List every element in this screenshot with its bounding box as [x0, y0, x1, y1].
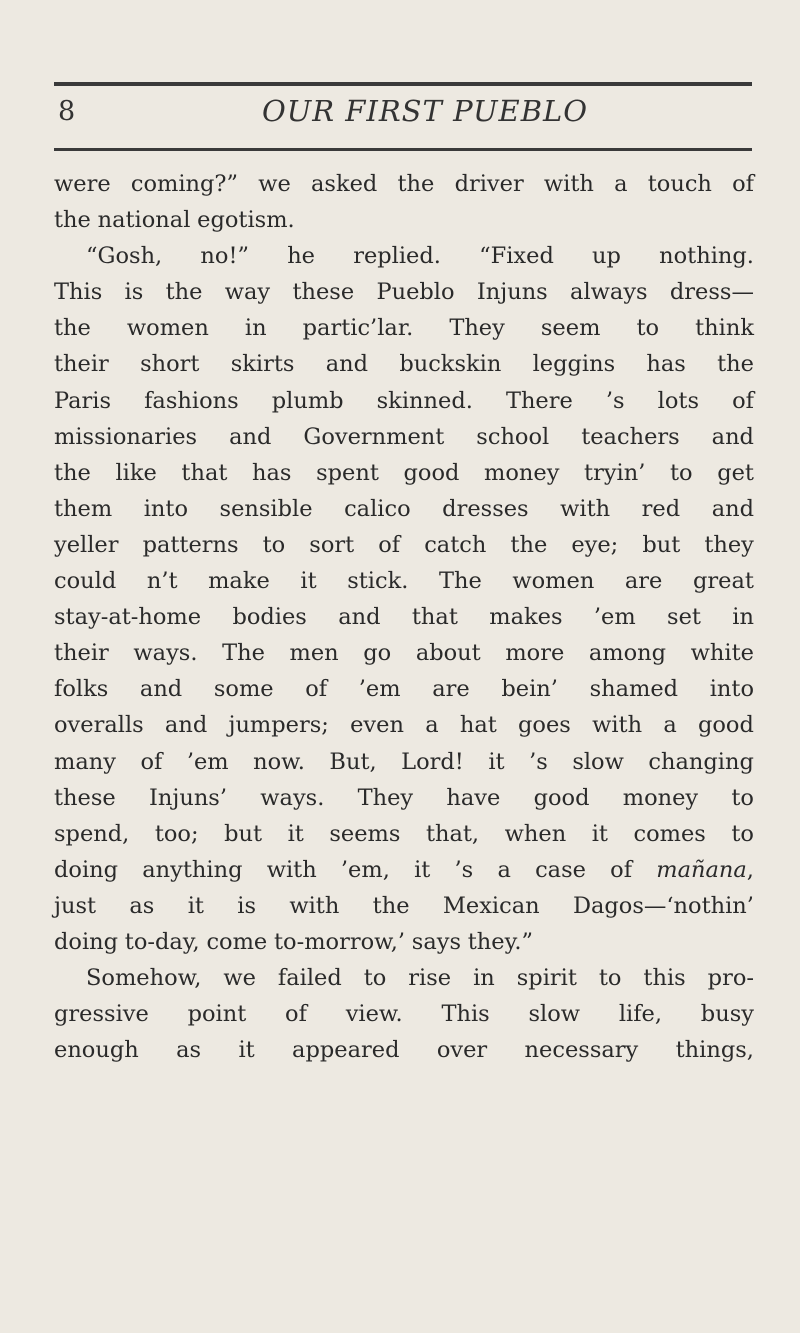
word: of	[378, 531, 401, 558]
word: and	[711, 423, 754, 450]
word: and	[325, 351, 369, 378]
word: it	[238, 1037, 255, 1064]
word: failed	[277, 965, 342, 992]
word: the	[165, 279, 203, 306]
word: missionaries	[54, 423, 198, 450]
word: too;	[154, 820, 199, 847]
word: he	[287, 243, 315, 270]
word: the	[54, 315, 91, 342]
word: Injuns	[476, 279, 548, 306]
text-line	[54, 707, 754, 743]
word: nothing.	[659, 243, 754, 270]
word: They	[449, 315, 505, 342]
word: “Gosh,	[86, 243, 163, 270]
word: they.”	[467, 928, 533, 955]
word: sensible	[219, 495, 313, 522]
word: pro-	[707, 965, 754, 992]
word: “Fixed	[479, 243, 554, 270]
word: dresses	[442, 495, 529, 522]
word: to	[262, 531, 286, 558]
word: Injuns’	[148, 784, 228, 811]
word: the	[372, 892, 410, 919]
word: over	[436, 1037, 488, 1064]
word: slow	[528, 1001, 581, 1028]
word: are	[624, 568, 663, 595]
word: with	[592, 712, 643, 739]
word: rise	[408, 965, 452, 992]
word: changing	[648, 748, 754, 775]
word: overalls	[54, 712, 144, 739]
word: hat	[459, 712, 497, 739]
word: comes	[633, 820, 706, 847]
word: ’s	[605, 387, 625, 414]
word: a	[425, 712, 439, 739]
word: the	[397, 171, 435, 197]
word: doing	[54, 856, 119, 883]
word: is	[124, 279, 144, 306]
word: to	[598, 965, 622, 992]
text-line	[54, 238, 754, 274]
word: patterns	[142, 531, 239, 558]
word: replied.	[353, 243, 441, 270]
word: of	[732, 171, 754, 197]
word: coming?”	[130, 171, 238, 197]
word: a	[663, 712, 677, 739]
word: says	[411, 928, 461, 955]
word: it	[591, 820, 608, 847]
word: to-morrow,’	[274, 928, 406, 955]
running-title: OUR FIRST PUEBLO	[262, 94, 589, 128]
word: has	[252, 459, 292, 486]
word: Lord!	[401, 748, 464, 775]
text-line	[54, 310, 754, 346]
word: with	[289, 892, 340, 919]
word: of	[732, 387, 754, 414]
word: school	[476, 423, 550, 450]
word: ways.	[260, 784, 325, 811]
word: up	[592, 243, 621, 270]
word: way	[224, 279, 271, 306]
word: of	[140, 748, 163, 775]
word: good	[533, 784, 590, 811]
text-line	[54, 816, 754, 852]
word: life,	[618, 1001, 663, 1028]
word: ’em,	[340, 856, 390, 883]
word: with	[266, 856, 317, 883]
word: shamed	[589, 676, 679, 703]
word: among	[588, 640, 667, 667]
word: red	[641, 495, 681, 522]
word: with	[543, 171, 594, 197]
word: driver	[454, 171, 524, 197]
word: it	[414, 856, 431, 883]
word: ’s	[529, 748, 548, 775]
text-line	[54, 563, 754, 599]
word: always	[570, 279, 648, 306]
word: their	[54, 351, 109, 378]
text-line	[54, 744, 754, 780]
word: of	[285, 1001, 307, 1028]
word: jumpers;	[228, 712, 329, 739]
word: This	[441, 1001, 490, 1028]
text-line	[54, 888, 754, 924]
word: ways.	[133, 640, 198, 667]
text-line	[54, 491, 754, 527]
word: dress—	[669, 279, 754, 306]
word: to	[670, 459, 693, 486]
word: are	[432, 676, 470, 703]
word: and	[338, 604, 381, 631]
word: we	[223, 965, 256, 992]
word: Government	[303, 423, 445, 450]
word: get	[717, 459, 754, 486]
word: spend,	[54, 820, 130, 847]
word: Paris	[54, 387, 112, 414]
text-line	[54, 671, 754, 707]
word: The	[438, 568, 482, 595]
word: in	[244, 315, 267, 342]
word: money	[622, 784, 699, 811]
word: stay-at-home	[54, 604, 202, 631]
word: catch	[424, 531, 487, 558]
word: stick.	[347, 568, 409, 595]
word: just	[54, 892, 97, 919]
word: the	[54, 207, 91, 234]
word: folks	[54, 676, 109, 703]
text-line	[54, 852, 754, 888]
word: tryin’	[584, 459, 646, 486]
word: good	[697, 712, 754, 739]
body-text	[54, 166, 754, 1068]
word: no!”	[200, 243, 249, 270]
word: in	[473, 965, 495, 992]
text-line	[54, 924, 754, 960]
word: women	[126, 315, 209, 342]
word: ’em	[358, 676, 401, 703]
word: makes	[489, 604, 563, 631]
text-line	[54, 455, 754, 491]
word: Pueblo	[376, 279, 455, 306]
word: go	[363, 640, 392, 667]
word: in	[732, 604, 754, 631]
word: calico	[344, 495, 411, 522]
word: seem	[540, 315, 601, 342]
word: to	[731, 784, 754, 811]
word: There	[505, 387, 573, 414]
word: that	[181, 459, 228, 486]
word: a	[614, 171, 628, 197]
word: ’em	[593, 604, 636, 631]
word: But,	[329, 748, 377, 775]
word: They	[357, 784, 414, 811]
word: but	[642, 531, 681, 558]
text-line	[54, 166, 754, 202]
word: that	[411, 604, 458, 631]
word: into	[709, 676, 754, 703]
word: that,	[425, 820, 480, 847]
word: Mexican	[442, 892, 540, 919]
word: to	[636, 315, 660, 342]
word: partic’lar.	[302, 315, 414, 342]
word: teachers	[581, 423, 680, 450]
word: bodies	[232, 604, 307, 631]
text-line	[54, 274, 754, 310]
word: more	[505, 640, 565, 667]
word: doing	[54, 928, 119, 955]
word: of	[610, 856, 633, 883]
word: mañana,	[656, 856, 754, 883]
text-line	[54, 419, 754, 455]
text-line	[54, 383, 754, 419]
word: good	[403, 459, 460, 486]
word: goes	[518, 712, 571, 739]
word: have	[446, 784, 501, 811]
word: now.	[253, 748, 305, 775]
word: slow	[572, 748, 624, 775]
word: fashions	[144, 387, 239, 414]
text-line	[54, 1032, 754, 1068]
word: sort	[309, 531, 355, 558]
text-line	[54, 527, 754, 563]
word: like	[115, 459, 157, 486]
word: about	[415, 640, 481, 667]
word: make	[208, 568, 270, 595]
text-line	[54, 635, 754, 671]
word: has	[646, 351, 686, 378]
word: yeller	[54, 531, 119, 558]
word: they	[704, 531, 754, 558]
word: these	[54, 784, 116, 811]
word: and	[139, 676, 183, 703]
word: bein’	[501, 676, 558, 703]
word: could	[54, 568, 117, 595]
word: even	[350, 712, 404, 739]
word: skirts	[230, 351, 295, 378]
word: come	[206, 928, 268, 955]
word: things,	[675, 1037, 754, 1064]
word: skinned.	[376, 387, 473, 414]
word: leggins	[532, 351, 616, 378]
word: these	[292, 279, 355, 306]
word: Somehow,	[86, 965, 202, 992]
word: many	[54, 748, 116, 775]
word: their	[54, 640, 109, 667]
word: egotism.	[197, 207, 295, 234]
text-line	[54, 599, 754, 635]
page-number: 8	[58, 96, 76, 127]
word: n’t	[146, 568, 178, 595]
word: them	[54, 495, 113, 522]
word: national	[97, 207, 191, 234]
word: Dagos—‘nothin’	[572, 892, 754, 919]
word: of	[305, 676, 328, 703]
word: it	[300, 568, 317, 595]
word: were	[54, 171, 111, 197]
word: spirit	[516, 965, 577, 992]
word: lots	[657, 387, 699, 414]
word: women	[512, 568, 595, 595]
word: it	[488, 748, 505, 775]
word: touch	[647, 171, 712, 197]
text-line	[54, 202, 754, 238]
word: The	[222, 640, 265, 667]
word: case	[535, 856, 586, 883]
text-line	[54, 996, 754, 1032]
word: but	[224, 820, 263, 847]
word: buckskin	[399, 351, 502, 378]
word: point	[187, 1001, 247, 1028]
text-line	[54, 346, 754, 382]
word: spent	[316, 459, 379, 486]
word: is	[237, 892, 257, 919]
word: and	[229, 423, 272, 450]
word: to-day,	[124, 928, 200, 955]
word: the	[54, 459, 91, 486]
word: seems	[329, 820, 401, 847]
word: when	[504, 820, 567, 847]
word: to	[363, 965, 387, 992]
word: busy	[700, 1001, 754, 1028]
word: necessary	[524, 1037, 639, 1064]
word: to	[731, 820, 754, 847]
word: short	[140, 351, 200, 378]
header-top-rule	[54, 82, 752, 86]
word: as	[176, 1037, 202, 1064]
word: and	[711, 495, 754, 522]
header-bottom-rule	[54, 148, 752, 151]
word: a	[497, 856, 511, 883]
word: white	[690, 640, 754, 667]
word: think	[695, 315, 754, 342]
word: it	[187, 892, 204, 919]
word: money	[484, 459, 560, 486]
word: asked	[310, 171, 378, 197]
word: into	[143, 495, 188, 522]
word: it	[287, 820, 304, 847]
word: and	[164, 712, 208, 739]
word: ’s	[454, 856, 474, 883]
word: this	[643, 965, 686, 992]
word: enough	[54, 1037, 139, 1064]
word: we	[258, 171, 291, 197]
word: gressive	[54, 1001, 149, 1028]
word: with	[560, 495, 611, 522]
word: men	[289, 640, 339, 667]
word: plumb	[271, 387, 344, 414]
text-line	[54, 960, 754, 996]
word: set	[667, 604, 701, 631]
word: appeared	[292, 1037, 400, 1064]
word: anything	[142, 856, 243, 883]
word: ’em	[186, 748, 229, 775]
word: This	[54, 279, 103, 306]
word: great	[692, 568, 754, 595]
word: eye;	[571, 531, 619, 558]
word: the	[510, 531, 548, 558]
word: the	[717, 351, 754, 378]
word: as	[129, 892, 155, 919]
word: some	[213, 676, 274, 703]
text-line	[54, 780, 754, 816]
word: view.	[345, 1001, 403, 1028]
